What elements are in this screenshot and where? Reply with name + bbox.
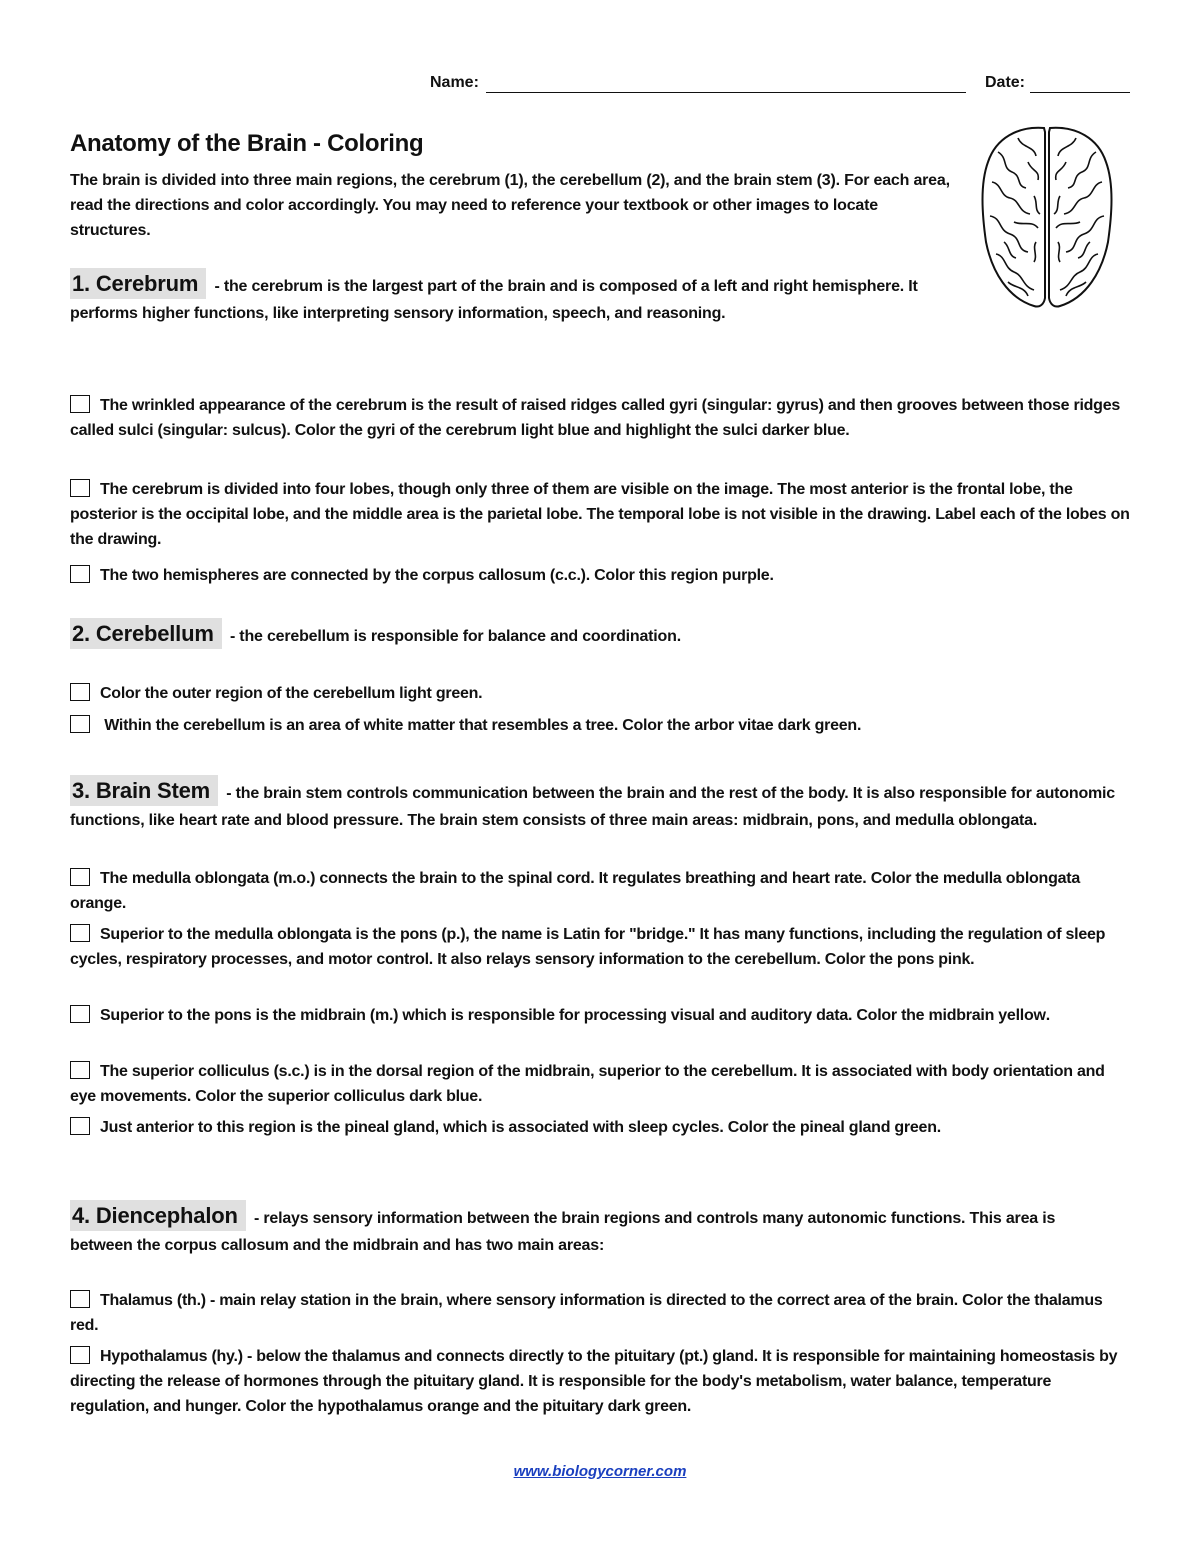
brainstem-item-1: The medulla oblongata (m.o.) connects the brain to the spinal cord. It regulates breathing and heart rate. Color the medulla oblongata orange. xyxy=(70,870,1080,912)
brainstem-heading: 3. Brain Stem xyxy=(70,775,218,806)
cerebellum-item-2: Within the cerebellum is an area of white matter that resembles a tree. Color the arbor vitae dark green. xyxy=(70,713,1134,738)
diencephalon-item-1: Thalamus (th.) - main relay station in the brain, where sensory information is directed to the correct area of the brain. Color the thalamus red. xyxy=(70,1292,1103,1334)
cerebellum-description: - the cerebellum is responsible for balance and coordination. xyxy=(229,628,681,645)
checkbox-icon[interactable] xyxy=(70,683,90,701)
checkbox-icon[interactable] xyxy=(70,395,90,413)
brain-illustration xyxy=(978,122,1116,312)
cerebrum-section xyxy=(70,268,960,327)
checkbox-icon[interactable] xyxy=(70,868,90,886)
cerebellum-item-1: Color the outer region of the cerebellum light green. xyxy=(70,681,1134,706)
checkbox-icon[interactable] xyxy=(70,1117,90,1135)
footer xyxy=(0,1463,1200,1480)
date-field[interactable] xyxy=(1030,92,1130,93)
intro-paragraph: The brain is divided into three main regions, the cerebrum (1), the cerebellum (2), and the brain stem (3). For each area, read the directions and color accordingly. You may need to reference your textbook or other images to locate structures. xyxy=(70,172,950,239)
checkbox-icon[interactable] xyxy=(70,1290,90,1308)
cerebrum-item-2: The cerebrum is divided into four lobes, though only three of them are visible on the image. The most anterior is the frontal lobe, the posterior is the occipital lobe, and the middle area is the parietal lobe. The temporal lobe is not visible in the drawing. Label each of the lobes on the drawing. xyxy=(70,481,1130,548)
name-label: Name: xyxy=(430,74,479,91)
cerebrum-item-1: The wrinkled appearance of the cerebrum is the result of raised ridges called gyri (singular: gyrus) and then grooves between those ridges called sulci (singular: sulcus). Color the gyri of the cerebrum light blue and highlight the sulci darker blue. xyxy=(70,397,1120,439)
name-date-header xyxy=(430,74,1130,98)
cerebrum-description: the cerebrum is the largest part of the brain and is composed of a left and right hemisphere. It performs higher functions, like interpreting sensory information, speech, and reasoning. xyxy=(70,278,918,322)
checkbox-icon[interactable] xyxy=(70,715,90,733)
page-title: Anatomy of the Brain - Coloring xyxy=(70,130,424,157)
checkbox-icon[interactable] xyxy=(70,1005,90,1023)
brainstem-item-3: Superior to the pons is the midbrain (m.) which is responsible for processing visual and auditory data. Color the midbrain yellow. xyxy=(70,1003,1134,1028)
checkbox-icon[interactable] xyxy=(70,479,90,497)
diencephalon-heading: 4. Diencephalon xyxy=(70,1200,246,1231)
brainstem-item-2: Superior to the medulla oblongata is the pons (p.), the name is Latin for "bridge." It has many functions, including the regulation of sleep cycles, respiratory processes, and motor control. It also relays sensory information to the cerebellum. Color the pons pink. xyxy=(70,926,1106,968)
checkbox-icon[interactable] xyxy=(70,1061,90,1079)
checkbox-icon[interactable] xyxy=(70,924,90,942)
brainstem-description: - the brain stem controls communication between the brain and the rest of the body. It is also responsible for autonomic functions, like heart rate and blood pressure. The brain stem consists of three main areas: midbrain, pons, and medulla oblongata. xyxy=(70,785,1115,829)
brainstem-item-5: Just anterior to this region is the pineal gland, which is associated with sleep cycles. Color the pineal gland green. xyxy=(70,1115,1134,1140)
cerebrum-item-3: The two hemispheres are connected by the corpus callosum (c.c.). Color this region purple. xyxy=(70,563,1134,588)
cerebrum-heading: 1. Cerebrum xyxy=(70,268,206,299)
checkbox-icon[interactable] xyxy=(70,565,90,583)
cerebellum-heading: 2. Cerebellum xyxy=(70,618,222,649)
cerebellum-section xyxy=(70,618,1134,650)
diencephalon-description: - relays sensory information between the brain regions and controls many autonomic functions. This area is between the corpus callosum and the midbrain and has two main areas: xyxy=(70,1210,1056,1254)
footer-link[interactable]: www.biologycorner.com xyxy=(513,1463,687,1480)
brainstem-section xyxy=(70,775,1134,834)
date-label: Date: xyxy=(985,74,1026,91)
name-field[interactable] xyxy=(486,92,966,93)
diencephalon-item-2: Hypothalamus (hy.) - below the thalamus and connects directly to the pituitary (pt.) gland. It is responsible for maintaining homeostasis by directing the release of hormones through the pituitary gland. It is responsible for the body's metabolism, water balance, temperature regulation, and hunger. Color the hypothalamus orange and the pituitary dark green. xyxy=(70,1348,1118,1415)
brainstem-item-4: The superior colliculus (s.c.) is in the dorsal region of the midbrain, superior to the cerebellum. It is associated with body orientation and eye movements. Color the superior colliculus dark blue. xyxy=(70,1063,1105,1105)
cerebrum-separator: - xyxy=(214,278,224,295)
checkbox-icon[interactable] xyxy=(70,1346,90,1364)
diencephalon-section xyxy=(70,1200,1070,1259)
